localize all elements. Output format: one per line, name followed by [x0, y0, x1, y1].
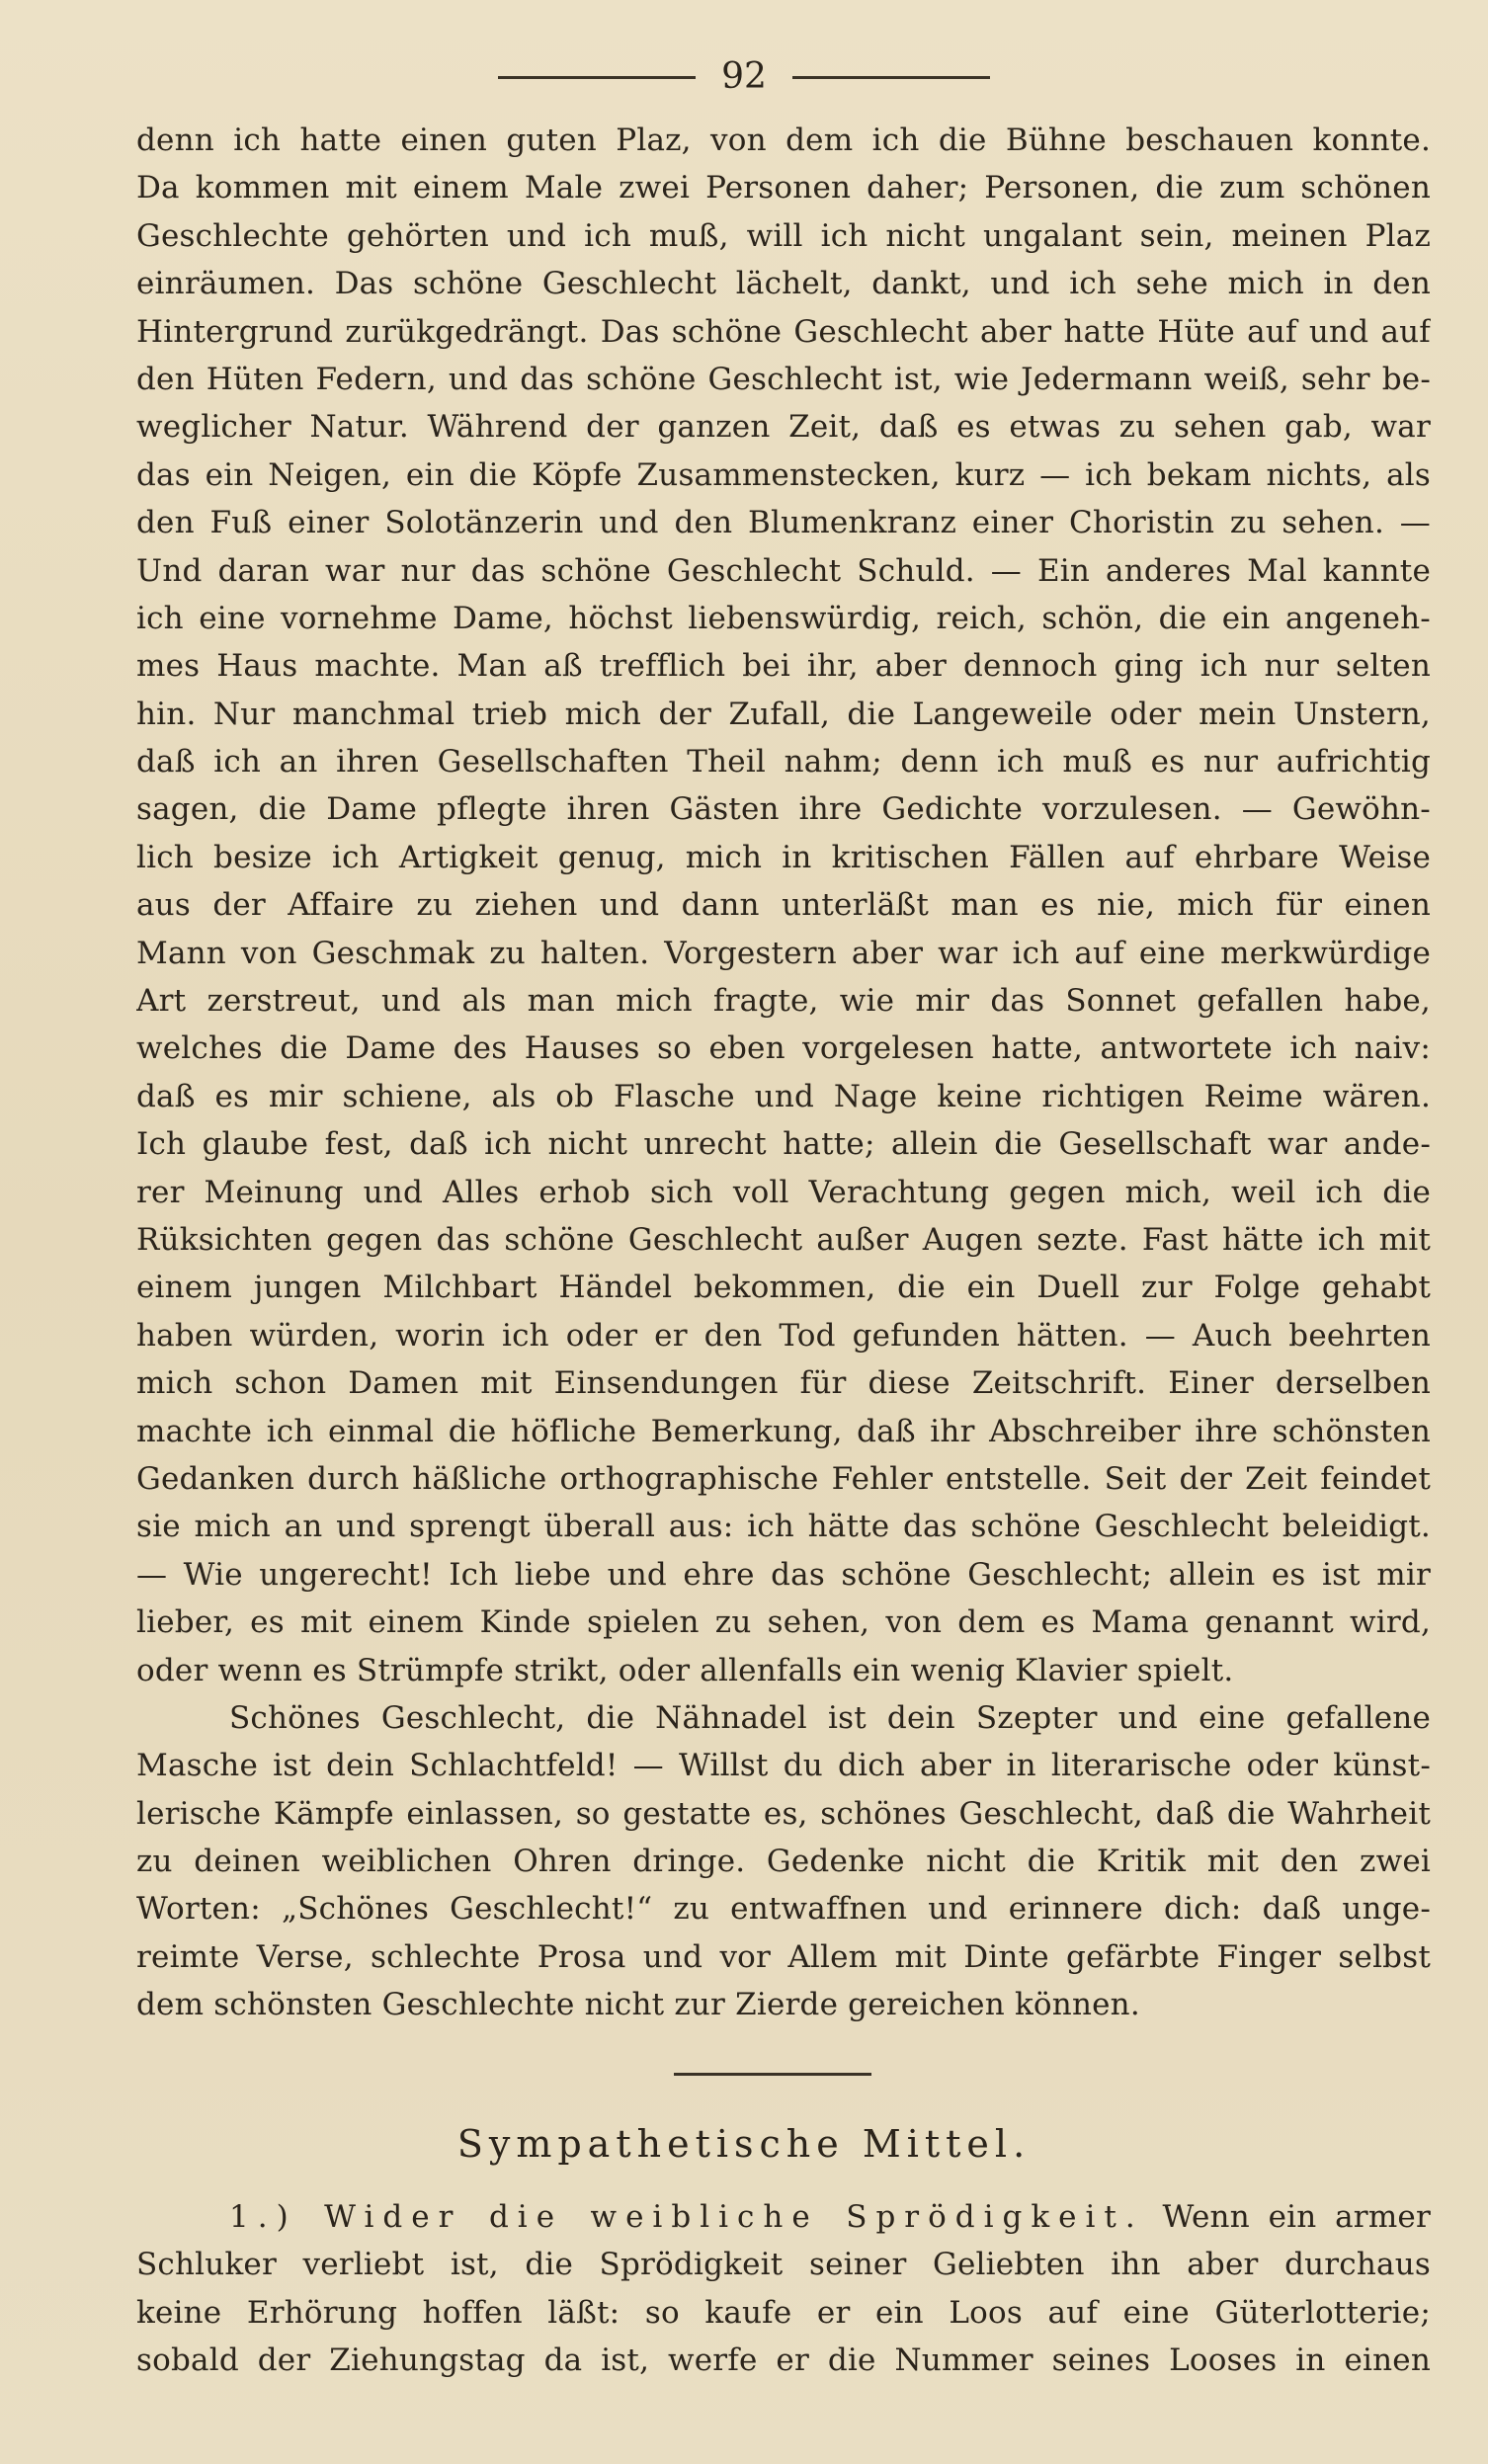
text-line: oder wenn es Strümpfe strikt, oder allenfalls ein wenig Klavier spielt.	[136, 1652, 1234, 1688]
item-first-line-rest: Wenn ein armer	[1162, 2199, 1431, 2235]
text-line: sagen, die Dame pflegte ihren Gästen ihre Gedichte vorzulesen. — Gewöhn-	[136, 791, 1431, 828]
paragraph-2	[136, 1694, 1431, 2029]
text-line: einem jungen Milchbart Händel bekommen, die ein Duell zur Folge gehabt	[136, 1270, 1431, 1306]
text-line: Gedanken durch häßliche orthographische Fehler entstelle. Seit der Zeit feindet	[136, 1460, 1431, 1497]
page-header	[0, 57, 1488, 97]
text-line: Worten: „Schönes Geschlecht!“ zu entwaffnen und erinnere dich: daß unge-	[136, 1891, 1431, 1928]
page-number: 92	[721, 56, 767, 97]
text-line: welches die Dame des Hauses so eben vorgelesen hatte, antwortete ich naiv:	[136, 1030, 1431, 1067]
text-line: dem schönsten Geschlechte nicht zur Zierde gereichen können.	[136, 1987, 1140, 2023]
text-line: lerische Kämpfe einlassen, so gestatte es, schönes Geschlecht, daß die Wahrheit	[136, 1795, 1431, 1832]
text-line: — Wie ungerecht! Ich liebe und ehre das schöne Geschlecht; allein es ist mir	[136, 1556, 1431, 1593]
main-text	[136, 117, 1431, 2029]
text-line: Ich glaube fest, daß ich nicht unrecht hatte; allein die Gesellschaft war ande-	[136, 1126, 1431, 1163]
text-line: sie mich an und sprengt überall aus: ich hätte das schöne Geschlecht beleidigt.	[136, 1509, 1431, 1545]
section-divider	[674, 2073, 871, 2076]
header-rule-right	[792, 76, 990, 79]
text-line: den Hüten Federn, und das schöne Geschlecht ist, wie Jedermann weiß, sehr be-	[136, 361, 1431, 397]
text-line: ich eine vornehme Dame, höchst liebenswürdig, reich, schön, die ein angeneh-	[136, 600, 1431, 636]
paragraph-1	[136, 117, 1431, 1694]
text-line: den Fuß einer Solotänzerin und den Blumenkranz einer Choristin zu sehen. —	[136, 505, 1431, 541]
text-line: Rüksichten gegen das schöne Geschlecht außer Augen sezte. Fast hätte ich mit	[136, 1221, 1431, 1258]
text-line: Art zerstreut, und als man mich fragte, wie mir das Sonnet gefallen habe,	[136, 983, 1431, 1020]
text-line: denn ich hatte einen guten Plaz, von dem ich die Bühne beschauen konnte.	[136, 123, 1431, 158]
text-line: hin. Nur manchmal trieb mich der Zufall, die Langeweile oder mein Unstern,	[136, 696, 1431, 732]
text-line: Mann von Geschmak zu halten. Vorgestern aber war ich auf eine merkwürdige	[136, 935, 1431, 971]
text-line: einräumen. Das schöne Geschlecht lächelt, dankt, und ich sehe mich in den	[136, 266, 1431, 302]
text-line: sobald der Ziehungstag da ist, werfe er die Nummer seines Looses in einen	[136, 2342, 1431, 2379]
text-line: mes Haus machte. Man aß trefflich bei ihr, aber dennoch ging ich nur selten	[136, 648, 1431, 685]
text-line: Und daran war nur das schöne Geschlecht Schuld. — Ein anderes Mal kannte	[136, 552, 1431, 589]
text-line: Schönes Geschlecht, die Nähnadel ist dein Szepter und eine gefallene	[229, 1699, 1431, 1736]
section-text	[136, 2193, 1431, 2385]
text-line: Masche ist dein Schlachtfeld! — Willst du dich aber in literarische oder künst-	[136, 1748, 1431, 1784]
text-line: rer Meinung und Alles erhob sich voll Verachtung gegen mich, weil ich die	[136, 1174, 1431, 1210]
text-line: Schluker verliebt ist, die Sprödigkeit seiner Geliebten ihn aber durchaus	[136, 2247, 1431, 2283]
header-rule-left	[498, 76, 696, 79]
text-line: machte ich einmal die höfliche Bemerkung, daß ihr Abschreiber ihre schönsten	[136, 1413, 1431, 1449]
text-line: keine Erhörung hoffen läßt: so kaufe er ein Loos auf eine Güterlotterie;	[136, 2294, 1431, 2331]
text-line: reimte Verse, schlechte Prosa und vor Allem mit Dinte gefärbte Finger selbst	[136, 1938, 1431, 1975]
section-lines	[136, 2241, 1431, 2384]
text-line: haben würden, worin ich oder er den Tod gefunden hätten. — Auch beehrten	[136, 1317, 1431, 1354]
text-line: aus der Affaire zu ziehen und dann unterläßt man es nie, mich für einen	[136, 887, 1431, 924]
text-line: mich schon Damen mit Einsendungen für diese Zeitschrift. Einer derselben	[136, 1365, 1431, 1402]
text-line: daß ich an ihren Gesellschaften Theil nahm; denn ich muß es nur aufrichtig	[136, 744, 1431, 780]
text-line: lich besize ich Artigkeit genug, mich in kritischen Fällen auf ehrbare Weise	[136, 839, 1431, 875]
text-line: Hintergrund zurükgedrängt. Das schöne Geschlecht aber hatte Hüte auf und auf	[136, 313, 1431, 350]
item-label: 1.) Wider die weibliche Sprödigkeit.	[229, 2199, 1144, 2235]
text-line: das ein Neigen, ein die Köpfe Zusammenstecken, kurz — ich bekam nichts, als	[136, 456, 1431, 493]
text-line: Da kommen mit einem Male zwei Personen daher; Personen, die zum schönen	[136, 170, 1431, 206]
section-first-line	[136, 2193, 1431, 2241]
text-line: lieber, es mit einem Kinde spielen zu sehen, von dem es Mama genannt wird,	[136, 1604, 1431, 1641]
text-line: weglicher Natur. Während der ganzen Zeit, daß es etwas zu sehen gab, war	[136, 409, 1431, 446]
text-line: Geschlechte gehörten und ich muß, will ich nicht ungalant sein, meinen Plaz	[136, 217, 1431, 254]
section-title: Sympathetische Mittel.	[456, 2122, 1032, 2166]
text-line: daß es mir schiene, als ob Flasche und Nage keine richtigen Reime wären.	[136, 1078, 1431, 1114]
text-line: zu deinen weiblichen Ohren dringe. Gedenke nicht die Kritik mit den zwei	[136, 1844, 1431, 1880]
